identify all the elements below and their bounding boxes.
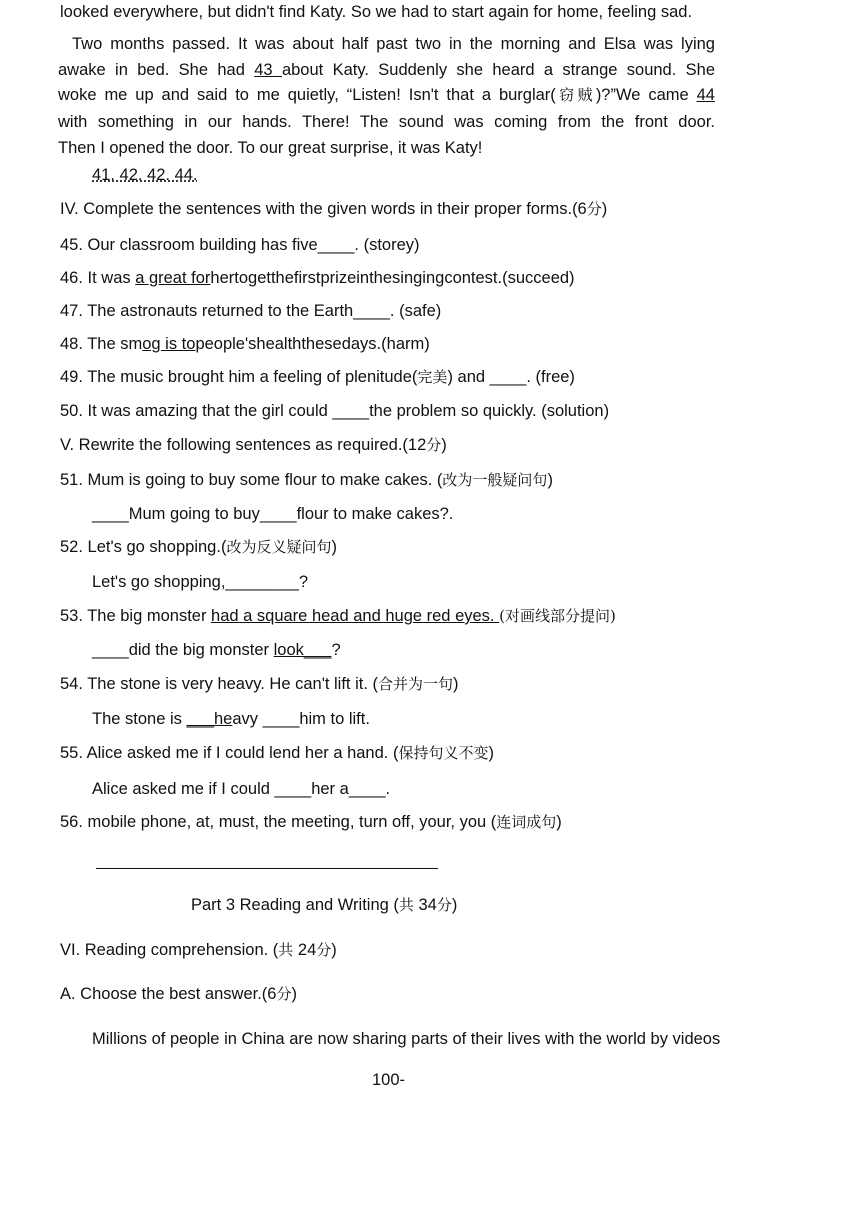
page-number: 100- <box>372 1071 406 1089</box>
story-text: with something in our hands. There! The sound was coming from the front door. <box>58 113 715 131</box>
chinese-gloss: 连词成句 <box>496 813 557 831</box>
question-50: 50. It was amazing that the girl could ____the problem so quickly. (solution) <box>60 402 610 420</box>
question-text: 54. The stone is very heavy. He can't lift it. ( <box>60 675 379 693</box>
answer-text: ____did the big monster <box>92 641 274 659</box>
question-48 <box>60 334 430 354</box>
question-text: ) <box>556 813 562 831</box>
title-text: ) <box>451 896 458 914</box>
title-text: IV. Complete the sentences with the given words in their proper forms.(6 <box>60 200 587 218</box>
answer-rule-56 <box>96 868 438 869</box>
section-v-title <box>60 435 447 455</box>
passage-line: Millions of people in China are now sharing parts of their lives with the world by videos <box>92 1030 721 1048</box>
chinese-gloss: 共 <box>398 896 414 914</box>
blank-44: 44 <box>696 86 715 104</box>
question-51 <box>60 470 553 490</box>
question-52 <box>60 537 337 557</box>
answer-55: Alice asked me if I could ____her a____. <box>92 780 391 798</box>
section-vi-title <box>60 940 337 960</box>
question-text: 53. The big monster <box>60 607 212 625</box>
story-text: )?”We came <box>595 86 697 104</box>
answer-51: ____Mum going to buy____flour to make cakes?. <box>92 505 454 523</box>
question-text: ) <box>331 538 337 556</box>
question-45: 45. Our classroom building has five____. (storey) <box>60 236 420 254</box>
question-text: 48. The sm <box>60 335 143 353</box>
story-line <box>58 112 715 132</box>
part3-title <box>191 895 457 915</box>
question-text: 46. It was <box>60 269 136 287</box>
question-text: 51. Mum is going to buy some flour to make cakes. ( <box>60 471 443 489</box>
question-55 <box>60 743 494 763</box>
story-line <box>58 60 715 80</box>
question-text: ) <box>453 675 459 693</box>
subsection-a-title <box>60 984 297 1004</box>
title-text: A. Choose the best answer.(6 <box>60 985 277 1003</box>
story-text: woke me up and said to me quietly, “Listen! Isn't that a burglar( <box>58 86 556 104</box>
question-47: 47. The astronauts returned to the Earth____. (safe) <box>60 302 442 320</box>
title-text: ) <box>441 436 447 454</box>
chinese-gloss: 分 <box>586 200 602 218</box>
title-text: 34 <box>413 896 437 914</box>
question-text: people'shealththesedays.(harm) <box>195 335 430 353</box>
question-text: hertogetthefirstprizeinthesingingcontest.(succeed) <box>210 269 575 287</box>
blank-43: 43 <box>254 61 282 79</box>
question-46 <box>60 268 575 288</box>
underlined-text: ___he <box>186 710 233 728</box>
question-text: 49. The music brought him a feeling of plenitude( <box>60 368 418 386</box>
chinese-gloss: 分 <box>276 985 292 1003</box>
answer-text: The stone is <box>92 710 187 728</box>
section-iv-title <box>60 199 607 219</box>
chinese-gloss: 完美 <box>417 368 448 386</box>
question-text: 55. Alice asked me if I could lend her a hand. ( <box>60 744 399 762</box>
story-text: awake in bed. She had <box>58 61 255 79</box>
story-line: Then I opened the door. To our great surprise, it was Katy! <box>58 139 483 157</box>
chinese-gloss: 分 <box>316 941 332 959</box>
question-text: ) and ____. (free) <box>447 368 575 386</box>
question-56 <box>60 812 562 832</box>
title-text: VI. Reading comprehension. ( <box>60 941 279 959</box>
title-text: ) <box>291 985 297 1003</box>
answer-54 <box>92 709 370 729</box>
story-line <box>58 85 715 105</box>
story-line <box>58 34 715 54</box>
underlined-text: had a square head and huge red eyes. <box>211 607 500 625</box>
question-text: ) <box>488 744 494 762</box>
story-text: about Katy. Suddenly she heard a strange sound. She <box>281 61 716 79</box>
chinese-gloss: 保持句义不变 <box>398 744 489 762</box>
question-text: 56. mobile phone, at, must, the meeting, turn off, your, you ( <box>60 813 497 831</box>
answer-53 <box>92 640 341 660</box>
question-54 <box>60 674 459 694</box>
title-text: 24 <box>293 941 317 959</box>
story-text: Two months passed. It was about half past two in the morning and Elsa was lying <box>72 35 715 53</box>
title-text: ) <box>331 941 337 959</box>
question-text: 52. Let's go shopping.( <box>60 538 227 556</box>
chinese-gloss: (对画线部分提问) <box>499 607 616 625</box>
underlined-text: look___ <box>273 641 332 659</box>
chinese-gloss: 窃贼 <box>555 86 596 104</box>
story-line: looked everywhere, but didn't find Katy. So we had to start again for home, feeling sad. <box>60 3 693 21</box>
question-53 <box>60 606 616 626</box>
underlined-text: a great for <box>135 269 211 287</box>
chinese-gloss: 分 <box>426 436 442 454</box>
underlined-text: og is to <box>142 335 196 353</box>
title-text: V. Rewrite the following sentences as required.(12 <box>60 436 427 454</box>
chinese-gloss: 合并为一句 <box>378 675 454 693</box>
chinese-gloss: 共 <box>278 941 294 959</box>
answer-text: avy ____him to lift. <box>232 710 370 728</box>
title-text: Part 3 Reading and Writing ( <box>191 896 399 914</box>
answer-text: ? <box>331 641 341 659</box>
chinese-gloss: 分 <box>436 896 452 914</box>
chinese-gloss: 改为一般疑问句 <box>442 471 548 489</box>
question-text: ) <box>547 471 553 489</box>
answer-line: 41. 42. 42. 44. <box>92 166 198 184</box>
title-text: ) <box>601 200 608 218</box>
answer-52: Let's go shopping,________? <box>92 573 309 591</box>
question-49 <box>60 367 575 387</box>
chinese-gloss: 改为反义疑问句 <box>226 538 332 556</box>
